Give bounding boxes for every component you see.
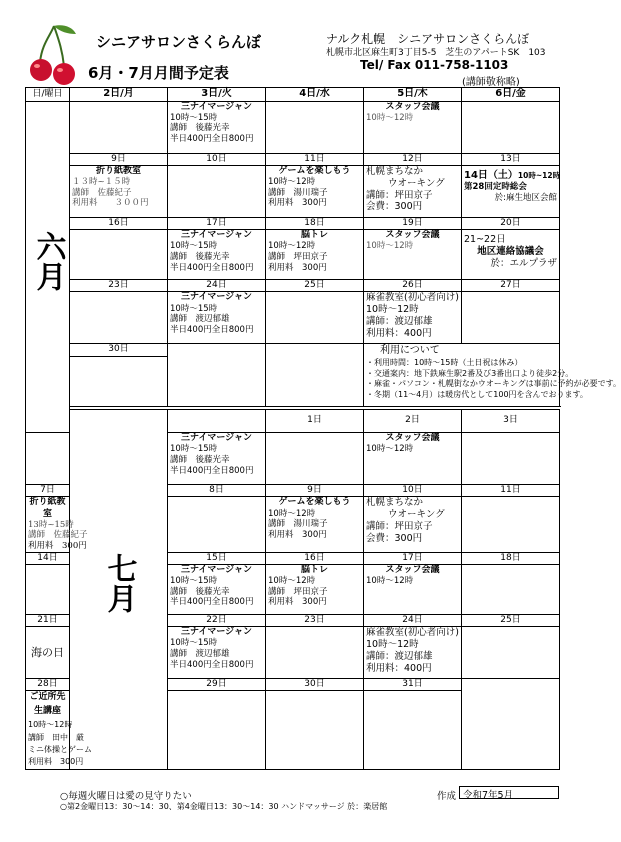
cell <box>462 101 560 153</box>
event-title: スタッフ会議 <box>385 230 440 240</box>
notice-item: ・冬期（11～4月）は暖房代として100円を含んでおります。 <box>366 390 588 400</box>
event-title: 折り紙教室 <box>95 165 141 176</box>
cell <box>168 433 266 485</box>
event-line: 講師：坪田京子 <box>366 521 433 532</box>
day-number: 13日 <box>462 153 560 165</box>
event-title: スタッフ会議 <box>385 433 440 443</box>
event-line: 於：エルプラザ <box>490 257 557 269</box>
cell <box>70 292 168 344</box>
day-number: 20日 <box>462 217 560 229</box>
created-date: 令和7年5月 <box>459 786 559 799</box>
event-line: 講師：渡辺郁雄 <box>366 316 433 327</box>
date-row <box>26 344 560 356</box>
event-title: 三ナイマージャン <box>180 230 252 240</box>
page-title: シニアサロンさくらんぼ <box>96 33 262 51</box>
notice-item: ・利用時間：10時～15時（土日祝は休み） <box>366 357 523 367</box>
day-number: 2日 <box>364 409 462 433</box>
event-line: 利用料：400円 <box>366 662 432 674</box>
event-line: 10時～12時 <box>268 177 316 187</box>
event-line: 会費：300円 <box>366 201 423 213</box>
cell <box>168 564 266 614</box>
event-line: 10時～12時 <box>366 639 419 650</box>
day-number: 17日 <box>364 552 462 564</box>
date-row <box>26 153 560 165</box>
date-row <box>26 280 560 292</box>
cell <box>462 627 560 679</box>
event-line: 講師 渡辺郁雄 <box>170 649 230 659</box>
day-number: 7日 <box>26 485 70 497</box>
event-line: 会費：300円 <box>366 532 423 544</box>
day-number: 14日 <box>26 552 70 564</box>
event-line: 10時～12時 <box>28 720 73 730</box>
col-wed: 4日/水 <box>266 88 364 102</box>
cell <box>168 356 266 406</box>
table-row <box>26 230 560 280</box>
cell <box>266 564 364 614</box>
day-number: 24日 <box>168 280 266 292</box>
footer-note: ○毎週火曜日は愛の見守りたい <box>60 791 192 802</box>
day-number: 8日 <box>168 485 266 497</box>
event-line: ウオーキング <box>388 509 445 521</box>
event-line: 10時～12時 <box>366 304 419 316</box>
event-line: 講師 佐藤紀子 <box>72 187 132 198</box>
event-title: 脳トレ <box>300 230 328 240</box>
event-line: 10時～15時 <box>170 444 218 455</box>
cell <box>462 564 560 614</box>
event-line: 講師：坪田京子 <box>366 189 433 201</box>
day-number: 19日 <box>364 217 462 229</box>
day-number: 12日 <box>364 153 462 165</box>
cell <box>168 691 266 769</box>
event-line: 講師 渡辺郁雄 <box>170 314 230 325</box>
day-number: 1日 <box>266 409 364 433</box>
day-number: 27日 <box>462 280 560 292</box>
cell <box>266 165 364 217</box>
event-line: 10時～12時 <box>366 241 414 252</box>
day-number: 10日 <box>168 153 266 165</box>
event-line: 10時～12時 <box>268 241 316 252</box>
day-number: 31日 <box>364 679 462 691</box>
day-number: 11日 <box>462 485 560 497</box>
cell <box>168 230 266 280</box>
event-line: 札幌まちなか <box>366 165 424 177</box>
event-line: 講師 後藤光幸 <box>170 123 230 134</box>
event-line: 10時～15時 <box>170 576 218 587</box>
cell <box>266 433 364 485</box>
month-july <box>70 409 168 769</box>
day-number: 15日 <box>168 552 266 564</box>
notice-item: ・交通案内：地下鉄麻生駅2番及び3番出口より徒歩2分。 <box>366 368 574 378</box>
event-line: 10時～12時 <box>268 508 316 519</box>
event-title: 三ナイマージャン <box>180 292 252 303</box>
cell <box>266 356 364 406</box>
holiday-label: 海の日 <box>31 645 64 659</box>
org-name: ナルク札幌 シニアサロンさくらんぼ <box>326 32 530 46</box>
event-line: 半日400円全日800円 <box>170 324 254 335</box>
cell <box>266 691 364 769</box>
event-line: 半日400円全日800円 <box>170 659 254 670</box>
event-line: 21~22日 <box>464 234 506 245</box>
notice-title: 利用について <box>380 345 440 357</box>
cell <box>266 292 364 344</box>
org-tel: Tel/ Fax 011-758-1103 <box>360 58 509 72</box>
honorific-note: (講師敬称略) <box>462 77 520 88</box>
event-line: 第28回定時総会 <box>464 182 527 193</box>
day-number: 10日 <box>364 485 462 497</box>
event-line: ウオーキング <box>388 177 445 189</box>
footer-note: ○第2金曜日13：30～14：30、第4金曜日13：30～14：30 ハンドマッサージ 於：楽居館 <box>60 802 388 811</box>
col-thu: 5日/木 <box>364 88 462 102</box>
day-number: 28日 <box>26 679 70 691</box>
day-number: 16日 <box>266 552 364 564</box>
cell <box>70 165 168 217</box>
event-line: 10時～12時 <box>366 112 414 123</box>
day-number: 3日 <box>462 409 560 433</box>
event-line: 半日400円全日800円 <box>170 597 254 608</box>
event-line: 講師 後藤光幸 <box>170 454 230 465</box>
cell <box>364 433 462 485</box>
cell <box>168 101 266 153</box>
col-tue: 3日/火 <box>168 88 266 102</box>
month-june <box>26 101 70 433</box>
cell <box>364 101 462 153</box>
date-row <box>26 409 560 433</box>
event-line: 講師 後藤光幸 <box>170 251 230 262</box>
cell <box>70 356 168 406</box>
cell <box>462 230 560 280</box>
event-title: 三ナイマージャン <box>180 627 252 638</box>
cell <box>364 165 462 217</box>
col-fri: 6日/金 <box>462 88 560 102</box>
event-line: 講師 坪田京子 <box>268 251 328 262</box>
schedule-table <box>25 87 621 770</box>
event-title: ゲームを楽しもう <box>278 497 351 508</box>
cell <box>462 165 560 217</box>
cell <box>26 564 70 614</box>
event-line: 利用料：400円 <box>366 327 432 339</box>
cell <box>168 497 266 552</box>
event-line: 利用料 300円 <box>268 529 327 540</box>
event-line: 麻雀教室(初心者向け) <box>366 627 459 639</box>
cell <box>462 679 560 691</box>
cell <box>364 691 462 769</box>
day-number: 11日 <box>266 153 364 165</box>
day-number: 23日 <box>266 614 364 626</box>
event-line: 10時～12時 <box>366 444 414 455</box>
event-line: １３時~１５時 <box>72 177 131 187</box>
event-line: 講師 後藤光幸 <box>170 586 230 597</box>
month-label: 七月 <box>101 553 137 614</box>
event-line: ミニ体操とゲーム <box>28 745 92 755</box>
event-line: 半日400円全日800円 <box>170 134 254 144</box>
cell <box>168 292 266 344</box>
event-title: 折り紙教室 <box>29 497 66 519</box>
cell <box>70 230 168 280</box>
event-line: 半日400円全日800円 <box>170 465 254 476</box>
day-number: 30日 <box>70 344 168 356</box>
day-number: 21日 <box>26 614 70 626</box>
col-mon: 2日/月 <box>70 88 168 102</box>
month-label: 六月 <box>30 230 66 291</box>
event-title: 三ナイマージャン <box>180 564 252 575</box>
cell <box>26 691 92 769</box>
cell <box>168 165 266 217</box>
event-title: ご近所先生講座 <box>29 692 66 717</box>
event-line: 利用料 300円 <box>28 541 87 551</box>
event-line: 10時～12時 <box>366 576 414 587</box>
notice-box <box>364 344 621 406</box>
day-number: 9日 <box>266 485 364 497</box>
cell <box>168 627 266 679</box>
event-time: 10時~12時 <box>517 170 561 180</box>
cell <box>26 497 88 552</box>
event-line: 講師 佐藤紀子 <box>28 530 88 541</box>
created-label: 作成 <box>437 791 457 802</box>
cell <box>168 409 266 433</box>
day-number: 16日 <box>70 217 168 229</box>
event-line: 13時~15時 <box>28 519 74 530</box>
org-address: 札幌市北区麻生町3丁目5-5 芝生のアパートSK 103 <box>326 48 546 58</box>
cell <box>266 627 364 679</box>
date-row <box>26 217 560 229</box>
cell <box>364 627 462 679</box>
event-line: 麻雀教室(初心者向け) <box>366 292 459 304</box>
day-number: 18日 <box>266 217 364 229</box>
day-number: 25日 <box>462 614 560 626</box>
event-title: スタッフ会議 <box>385 101 440 112</box>
notice-item: ・麻雀・パソコン・札幌街なかウオーキングは事前に予約が必要です。 <box>366 379 621 389</box>
cell <box>26 627 70 679</box>
event-line: 利用料 ３００円 <box>72 198 149 209</box>
cell <box>266 497 364 552</box>
cell <box>26 433 70 485</box>
event-title: 三ナイマージャン <box>180 433 252 443</box>
cherry-icon <box>28 22 80 88</box>
event-line: 利用料 300円 <box>268 198 327 209</box>
event-line: 講師：渡辺郁雄 <box>366 650 433 662</box>
cell <box>364 292 462 344</box>
event-line: 利用料 300円 <box>268 262 327 273</box>
event-title: スタッフ会議 <box>385 564 440 575</box>
event-line: 10時～12時 <box>268 576 316 587</box>
event-line: 利用料 300円 <box>268 597 327 608</box>
event-title: ゲームを楽しもう <box>278 165 351 176</box>
event-line: 講師 湯川瑞子 <box>268 519 328 530</box>
table-row <box>26 101 560 153</box>
page-subtitle: 6月・7月月間予定表 <box>88 64 229 82</box>
event-line: 地区連絡協議会 <box>477 245 544 257</box>
cell <box>462 292 560 344</box>
event-line <box>464 169 561 183</box>
event-line: 10時～15時 <box>170 638 218 649</box>
event-title: 脳トレ <box>300 564 328 575</box>
cell <box>266 344 364 356</box>
day-number: 9日 <box>70 153 168 165</box>
event-title: 三ナイマージャン <box>180 101 252 112</box>
event-line: 於:麻生地区会館 <box>494 192 557 203</box>
day-number: 17日 <box>168 217 266 229</box>
cell <box>266 230 364 280</box>
cell <box>168 344 266 356</box>
table-row <box>26 165 560 217</box>
cell <box>266 101 364 153</box>
cell <box>364 497 462 552</box>
event-line: 講師 湯川瑞子 <box>268 187 328 198</box>
event-line: 10時～15時 <box>170 303 218 314</box>
day-number: 29日 <box>168 679 266 691</box>
table-row <box>26 292 560 344</box>
cell <box>462 497 560 552</box>
event-title: 14日（土） <box>464 169 518 181</box>
event-line: 半日400円全日800円 <box>170 262 254 273</box>
header-row <box>26 88 560 102</box>
day-number: 18日 <box>462 552 560 564</box>
cell <box>364 230 462 280</box>
event-line: 講師 田中 厳 <box>28 732 84 742</box>
event-line: 札幌まちなか <box>366 497 424 509</box>
day-number: 22日 <box>168 614 266 626</box>
cell <box>462 433 560 485</box>
day-number: 23日 <box>70 280 168 292</box>
event-line: 10時～15時 <box>170 112 218 123</box>
day-number: 24日 <box>364 614 462 626</box>
day-number: 26日 <box>364 280 462 292</box>
day-number: 30日 <box>266 679 364 691</box>
event-line: 10時～15時 <box>170 241 218 252</box>
day-number: 25日 <box>266 280 364 292</box>
event-line: 利用料 300円 <box>28 757 84 767</box>
cell <box>364 564 462 614</box>
cell <box>462 691 560 769</box>
col-label: 日/曜日 <box>26 88 70 102</box>
event-line: 講師 坪田京子 <box>268 586 328 597</box>
cell <box>70 101 168 153</box>
